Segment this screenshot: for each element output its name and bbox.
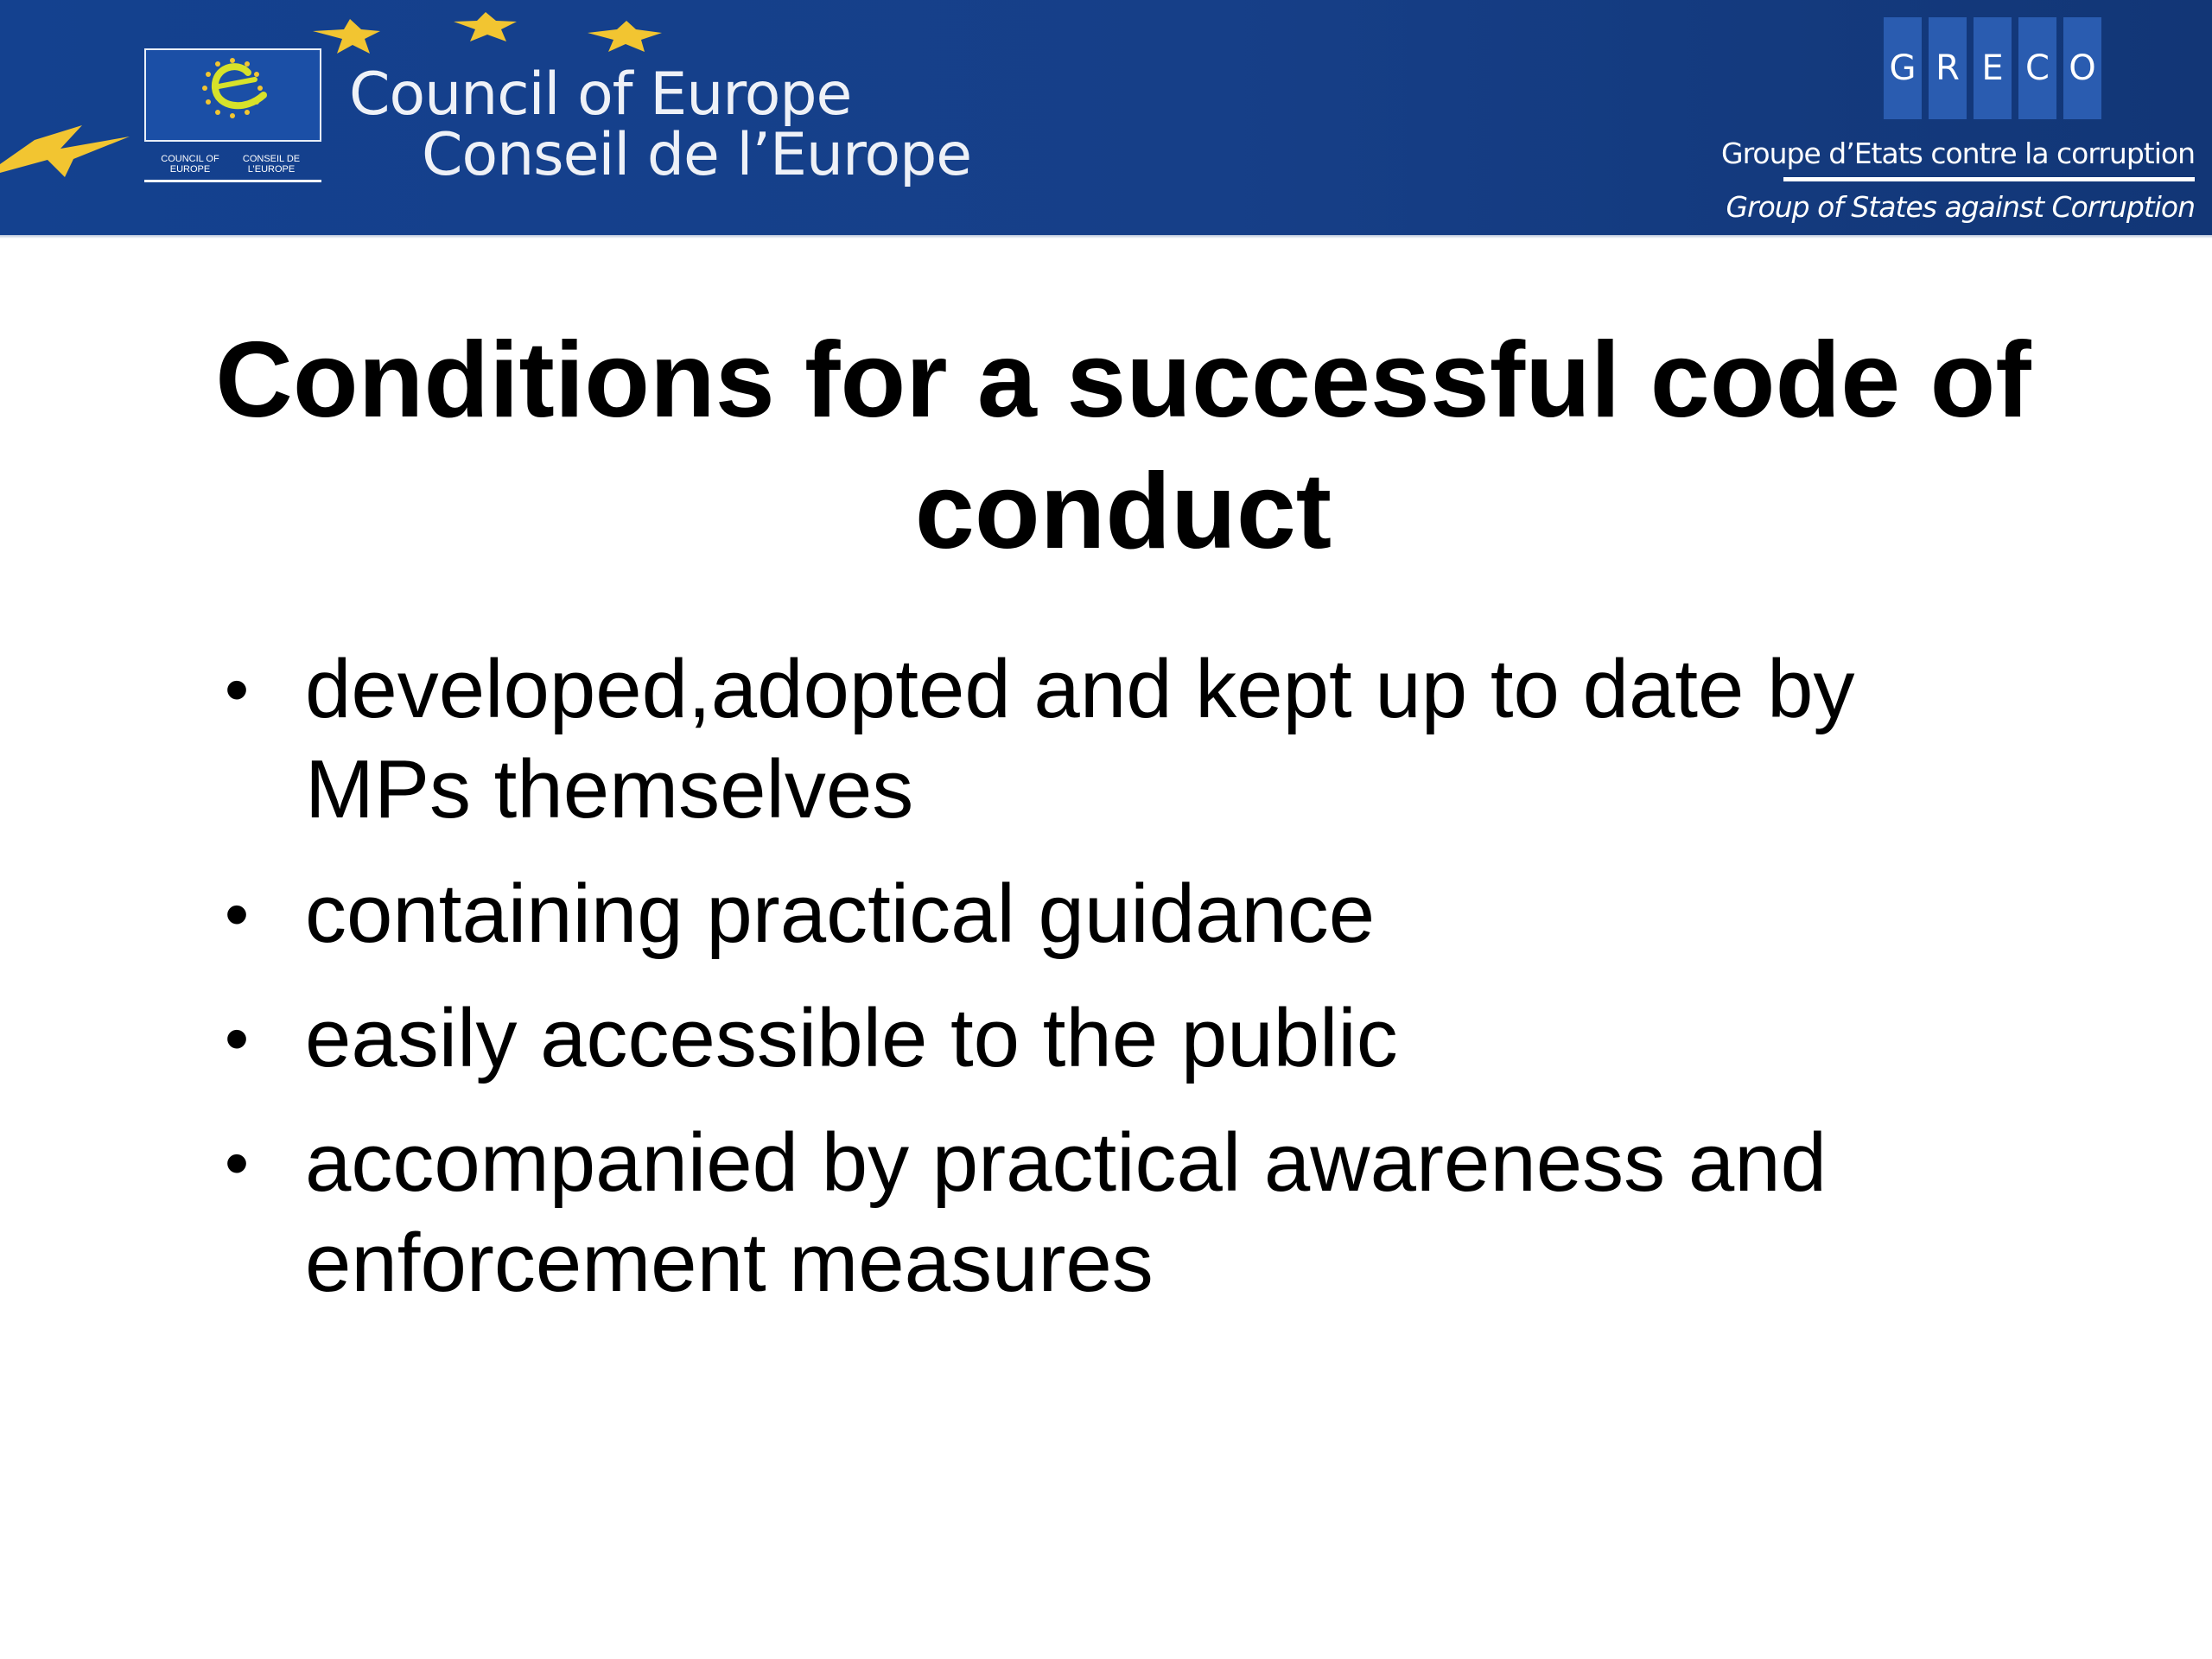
slide-title: Conditions for a successful code of conduct <box>215 321 2031 571</box>
header-banner <box>0 0 2212 235</box>
star-icon <box>313 19 380 54</box>
star-icon <box>0 125 130 177</box>
greco-letter: R <box>1929 17 1967 119</box>
bullet-list <box>216 639 2039 1338</box>
bullet-icon: • <box>225 1124 250 1201</box>
greco-name-french: Groupe d’Etats contre la corruption <box>1721 137 2195 170</box>
bullet-text: developed,adopted and kept up to date by MPs themselves <box>305 643 1855 836</box>
bullet-icon: • <box>225 1000 250 1077</box>
bullet-text: accompanied by practical awareness and enforcement measures <box>305 1116 1827 1309</box>
org-name-french: Conseil de l’Europe <box>422 121 972 189</box>
banner-shadow <box>0 235 2212 238</box>
star-icon <box>454 12 517 41</box>
greco-letter: O <box>2063 17 2101 119</box>
org-name-english: Council of Europe <box>349 60 852 129</box>
greco-logo <box>1884 17 2101 121</box>
logo-caption-fr: CONSEIL DE L’EUROPE <box>242 154 301 175</box>
greco-letter: C <box>2018 17 2056 119</box>
bullet-icon: • <box>225 875 250 952</box>
logo-underline <box>144 180 321 182</box>
coe-emblem-icon <box>146 50 320 140</box>
bullet-icon: • <box>225 651 250 728</box>
list-item <box>216 864 2039 964</box>
logo-emblem <box>144 48 321 142</box>
greco-letter: E <box>1974 17 2012 119</box>
council-of-europe-logo <box>144 48 321 187</box>
list-item <box>216 988 2039 1089</box>
bullet-text: easily accessible to the public <box>305 992 1398 1084</box>
bullet-text: containing practical guidance <box>305 868 1376 960</box>
list-item <box>216 1113 2039 1313</box>
logo-caption-en: COUNCIL OF EUROPE <box>161 154 219 175</box>
star-icon <box>588 21 662 52</box>
greco-name-english: Group of States against Corruption <box>1726 190 2195 224</box>
greco-letter: G <box>1884 17 1922 119</box>
greco-divider <box>1783 177 2195 181</box>
list-item <box>216 639 2039 840</box>
